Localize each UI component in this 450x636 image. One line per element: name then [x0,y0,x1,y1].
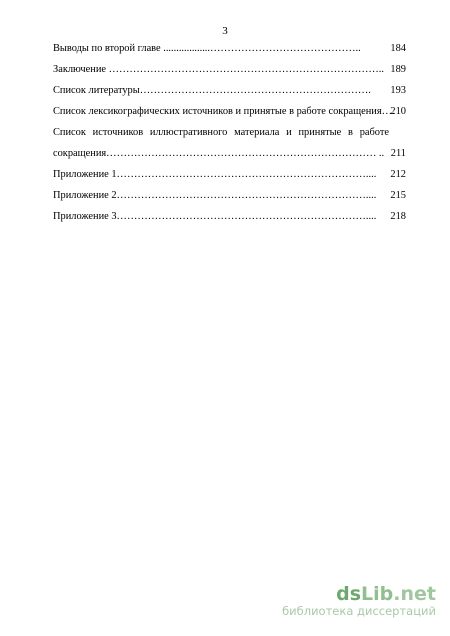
toc-entry-title: Заключение …………………………………………………………………….. [53,64,384,75]
toc-entry [53,84,406,97]
toc-entry-page: 215 [390,190,406,201]
watermark-logo-ds: ds [336,583,362,605]
toc-entry-title-line1: Список источников иллюстративного материала и принятые в работе [53,127,389,138]
toc-entry-title-line2: сокращения…………………………………………………………………… .. [53,148,385,159]
watermark-logo [282,584,436,604]
toc-entry-page: 211 [390,148,406,159]
toc-entry [53,189,406,202]
toc-entry-page: 212 [390,169,406,180]
toc-entry-title: Приложение 3……………………………………………………………….... [53,211,377,222]
toc-entry-page: 189 [390,64,406,75]
page-number: 3 [222,25,228,37]
watermark [282,584,436,618]
watermark-logo-net: .net [393,583,436,605]
toc-entry [53,126,406,160]
watermark-logo-lib: Lib [361,583,394,605]
toc-entry-page: 193 [390,85,406,96]
toc-entry-title: Приложение 2……………………………………………………………….... [53,190,377,201]
toc-entry-title: Список лексикографических источников и принятые в работе сокращения…. [53,106,395,117]
toc-entry [53,210,406,223]
watermark-tagline: библиотека диссертаций [282,604,436,618]
toc-entry-title: Список литературы…………………………………………………………. [53,85,371,96]
toc-entry-title: Приложение 1……………………………………………………………….... [53,169,377,180]
toc-entry-line2 [53,147,406,160]
toc-entry [53,42,406,55]
toc-entry [53,168,406,181]
toc-entry-page: 210 [390,106,406,117]
toc-entry-page: 184 [390,43,406,54]
toc-entry [53,63,406,76]
toc-entry [53,105,406,118]
toc-entry-page: 218 [390,211,406,222]
toc-entry-title: Выводы по второй главе ..................…………………………………….. [53,43,361,54]
table-of-contents [53,42,406,231]
